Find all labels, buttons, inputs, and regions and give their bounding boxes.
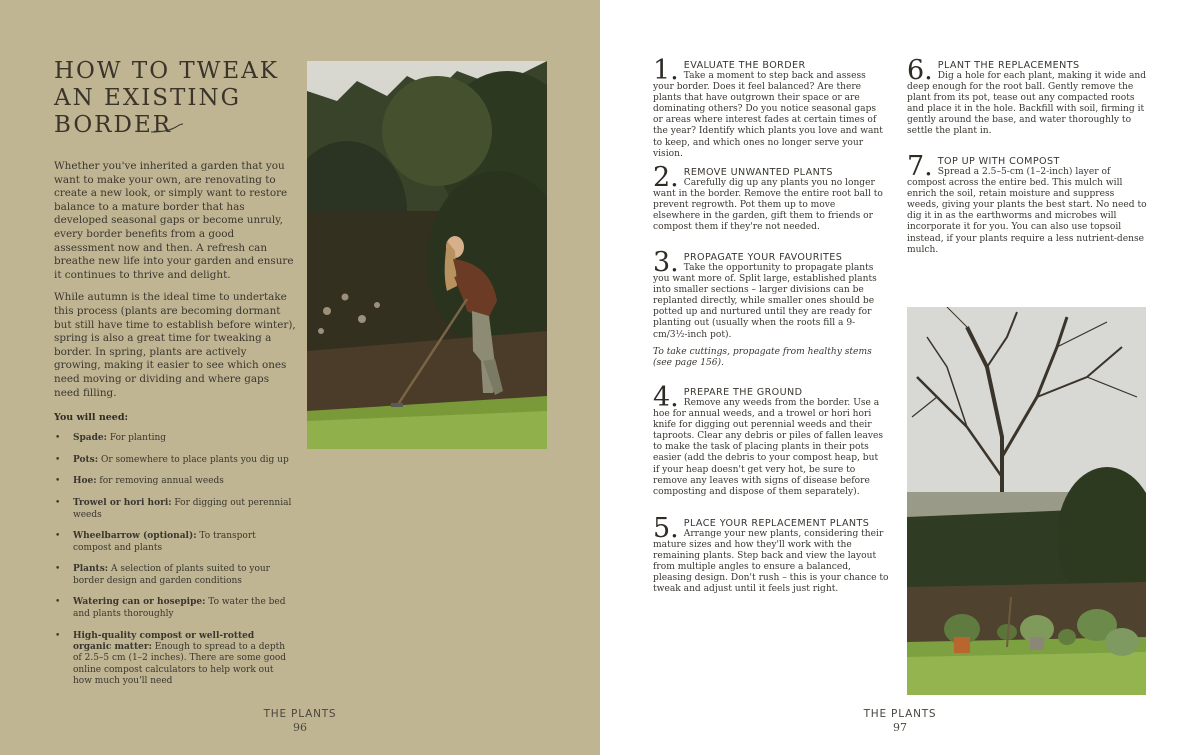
step-6	[907, 55, 1147, 138]
step-1	[653, 55, 883, 160]
title-line-1: HOW TO TWEAK	[54, 58, 279, 84]
bullet-icon: •	[55, 564, 61, 575]
you-will-need-heading: You will need:	[54, 412, 128, 423]
list-item	[54, 433, 294, 444]
bullet-icon: •	[55, 433, 61, 443]
list-item	[54, 631, 294, 688]
step-text: Carefully dig up any plants you no longer want in the border. Remove the entire root ball to prevent regrowth. Pot them up to move elsewhere in the garden, gift them to friends or compost them if they're not needed.	[653, 178, 883, 233]
right-page-footer	[840, 707, 960, 735]
step-text: Remove any weeds from the border. Use a hoe for annual weeds, and a trowel or hori hori knife for digging out perennial weeds and their taproots. Clear any debris or piles of fallen leaves to make the task of placing plants in their pots easier (add the debris to your compost heap, but if your heap doesn't get very hot, be sure to remove any leaves with signs of disease before composting and dispose of them separately).	[653, 398, 883, 497]
gardener-hoeing-photo	[307, 61, 547, 449]
item-desc: for removing annual weeds	[96, 476, 224, 487]
bullet-icon: •	[55, 531, 61, 542]
step-number: 6.	[907, 55, 933, 86]
step-title: PLACE YOUR REPLACEMENT PLANTS	[683, 518, 870, 529]
step-2	[653, 162, 883, 233]
list-item	[54, 455, 294, 466]
item-name: High-quality compost or well-rotted organic matter:	[73, 630, 255, 652]
step-number: 4.	[653, 382, 679, 413]
step-title: PLANT THE REPLACEMENTS	[937, 60, 1080, 71]
step-text: Spread a 2.5–5-cm (1–2-inch) layer of compost across the entire bed. This mulch will enrich the soil, retain moisture and suppress weeds, giving your plants the best start. No need to dig it in as the earthworms and microbes will incorporate it for you. You can also use topsoil instead, if your plants require a less nutrient-dense mulch.	[907, 167, 1147, 255]
step-text: Dig a hole for each plant, making it wide and deep enough for the root ball. Gently remove the plant from its pot, tease out any compacted roots and place it in the hole. Backfill with soil, firming it gently around the base, and water thoroughly to settle the plant in.	[907, 71, 1147, 137]
step-title: PROPAGATE YOUR FAVOURITES	[683, 252, 843, 263]
item-desc: To transport compost and plants	[73, 531, 256, 553]
step-title: EVALUATE THE BORDER	[683, 60, 806, 71]
footer-section-label: THE PLANTS	[863, 708, 937, 720]
bullet-icon: •	[55, 498, 61, 509]
item-desc: For planting	[106, 433, 167, 443]
footer-section-label: THE PLANTS	[263, 708, 337, 720]
list-item	[54, 498, 294, 521]
item-desc: To water the bed and plants thoroughly	[73, 597, 286, 619]
title-line-2: AN EXISTING	[54, 85, 241, 111]
item-desc: A selection of plants suited to your border design and garden conditions	[73, 564, 270, 586]
step-text: Arrange your new plants, considering their mature sizes and how they'll work with the remaining plants. Step back and view the layout from multiple angles to ensure a balanced, pleasing design. Don't rush – this is your chance to tweak and adjust until it feels just right.	[653, 529, 889, 595]
step-7	[907, 151, 1147, 256]
garden-border-photo	[907, 307, 1146, 695]
step-number: 7.	[907, 151, 933, 182]
step-number: 3.	[653, 247, 679, 278]
step-number: 5.	[653, 513, 679, 544]
list-item	[54, 597, 294, 620]
list-item	[54, 476, 294, 487]
list-item	[54, 564, 294, 587]
cuttings-note: To take cuttings, propagate from healthy stems (see page 156).	[653, 347, 872, 369]
bullet-icon: •	[55, 630, 61, 641]
item-name: Spade:	[73, 433, 107, 443]
step-number: 1.	[653, 55, 679, 86]
title-swash	[150, 122, 186, 134]
bullet-icon: •	[55, 454, 61, 465]
intro-text	[54, 160, 296, 409]
step-title: PREPARE THE GROUND	[683, 387, 803, 398]
step-3	[653, 247, 883, 341]
bullet-icon: •	[55, 476, 61, 487]
item-desc: Or somewhere to place plants you dig up	[98, 454, 289, 465]
item-name: Watering can or hosepipe:	[73, 597, 206, 608]
page-number: 97	[893, 721, 907, 734]
bullet-icon: •	[55, 597, 61, 608]
intro-paragraph-1: Whether you've inherited a garden that you want to make your own, are renovating to create a new look, or simply want to restore balance to a mature border that has developed seasonal gaps or become unruly, every border benefits from a good assessment now and then. A refresh can breathe new life into your garden and ensure it continues to thrive and delight.	[54, 160, 294, 281]
item-desc: Enough to spread to a depth of 2.5–5 cm (1–2 inches). There are some good online compost calculators to help work out how much you'll need	[73, 641, 287, 687]
item-name: Pots:	[73, 454, 99, 465]
right-page	[600, 0, 1200, 755]
tools-list	[54, 433, 294, 698]
step-number: 2.	[653, 162, 679, 193]
item-name: Plants:	[73, 564, 109, 575]
intro-paragraph-2: While autumn is the ideal time to undertake this process (plants are becoming dormant but still have time to establish before winter), spring is also a great time for tweaking a border. In spring, plants are actively growing, making it easier to see which ones need moving or dividing and where gaps need filling.	[54, 291, 296, 399]
step-4	[653, 382, 883, 498]
step-title: TOP UP WITH COMPOST	[937, 156, 1060, 167]
page-number: 96	[293, 721, 307, 734]
list-item	[54, 531, 294, 554]
step-text: Take a moment to step back and assess your border. Does it feel balanced? Are there plants that have outgrown their space or are dominating others? Do you notice seasonal gaps or areas where interest fades at certain times of the year? Identify which plants you love and want to keep, and which ones no longer serve your vision.	[653, 71, 883, 159]
item-name: Hoe:	[73, 476, 97, 487]
step-5	[653, 513, 889, 596]
step-text: Take the opportunity to propagate plants you want more of. Split large, established plants into smaller sections – larger divisions can be replanted directly, while smaller ones should be potted up and nurtured until they are ready for planting out (usually when the roots fill a 9-cm/3½-inch pot).	[653, 263, 877, 340]
left-page-footer	[240, 707, 360, 735]
item-name: Wheelbarrow (optional):	[73, 531, 197, 542]
item-desc: For digging out perennial weeds	[73, 498, 292, 520]
title-line-3: BORDER	[54, 112, 173, 138]
step-title: REMOVE UNWANTED PLANTS	[683, 167, 833, 178]
item-name: Trowel or hori hori:	[73, 498, 172, 509]
